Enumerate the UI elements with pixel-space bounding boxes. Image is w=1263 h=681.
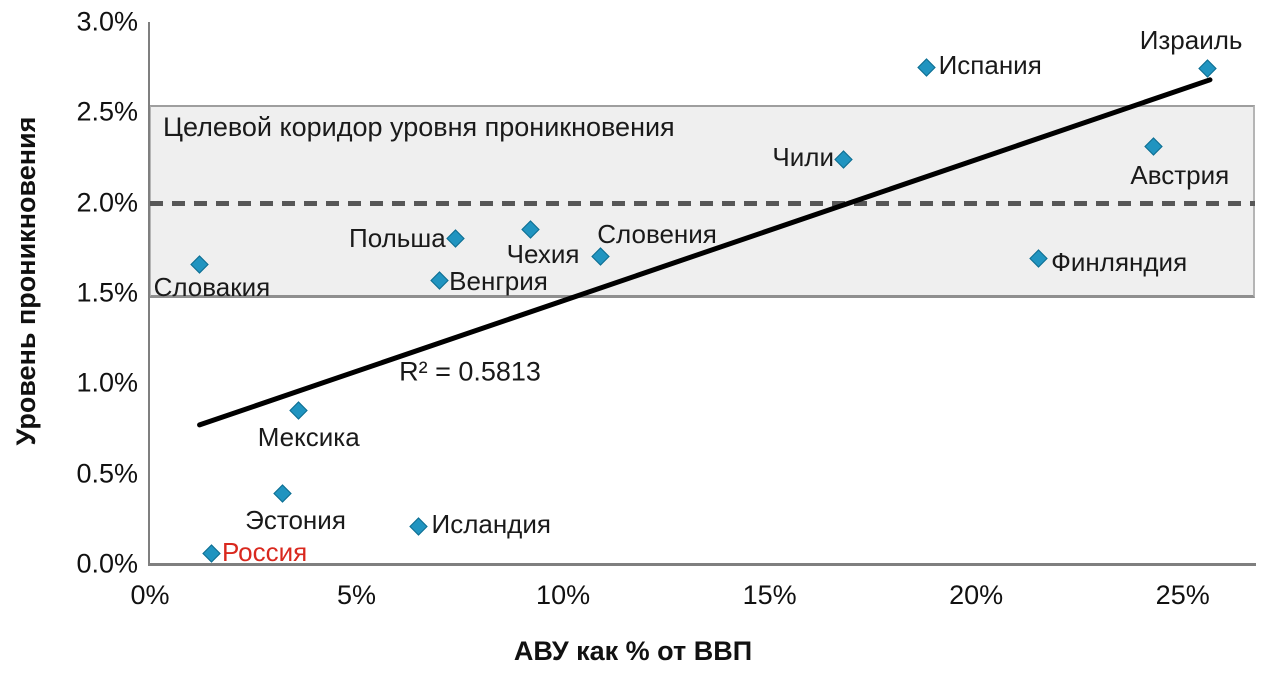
data-point-label: Исландия xyxy=(431,509,551,540)
x-tick-label: 25% xyxy=(1155,580,1210,610)
data-point-label: Мексика xyxy=(257,422,360,453)
data-point-label: Польша xyxy=(349,222,446,253)
y-tick-label: 2.0% xyxy=(76,187,138,218)
data-point-label: Эстония xyxy=(245,504,346,535)
data-point-label: Россия xyxy=(221,537,308,568)
r-squared-label: R² = 0.5813 xyxy=(399,356,541,387)
y-tick-label: 2.5% xyxy=(76,96,138,127)
y-tick-label: 0.5% xyxy=(76,458,138,489)
data-point-label: Австрия xyxy=(1130,159,1230,190)
data-point-label: Чехия xyxy=(506,238,580,269)
x-tick-label: 10% xyxy=(536,580,591,610)
y-tick-label: 1.5% xyxy=(76,277,138,308)
y-tick-label: 1.0% xyxy=(76,367,138,398)
x-tick-label: 5% xyxy=(337,580,377,610)
data-point-label: Финляндия xyxy=(1051,246,1188,277)
y-tick-label: 3.0% xyxy=(76,6,138,37)
x-tick-label: 20% xyxy=(949,580,1004,610)
data-point-label: Словения xyxy=(597,218,717,249)
y-axis-title: Уровень проникновения xyxy=(11,116,41,446)
y-tick-label: 0.0% xyxy=(76,548,138,579)
data-point-label: Испания xyxy=(938,50,1042,81)
x-axis-title: АВУ как % от ВВП xyxy=(513,636,753,666)
target-corridor-label: Целевой коридор уровня проникновения xyxy=(163,112,675,142)
x-tick-label: 15% xyxy=(742,580,797,610)
data-point-label: Венгрия xyxy=(449,266,548,297)
data-point-label: Израиль xyxy=(1139,24,1243,55)
data-point-label: Чили xyxy=(772,142,834,173)
data-point-label: Словакия xyxy=(153,272,271,303)
x-tick-label: 0% xyxy=(130,580,170,610)
